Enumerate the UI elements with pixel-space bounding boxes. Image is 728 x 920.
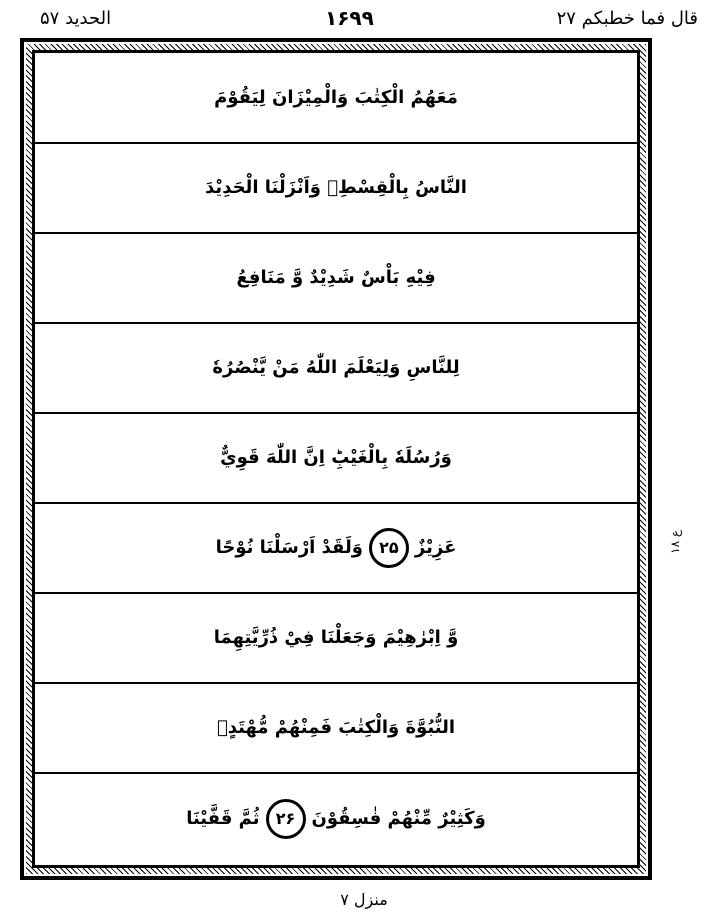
verse-text: وَّ اِبْرٰهِيْمَ وَجَعَلْنَا فِيْ ذُرِّيَّتِهِمَا (213, 626, 459, 648)
ayah-number-marker: ۲۵ (369, 528, 409, 568)
verse-text: النُّبُوَّةَ وَالْكِتٰبَ فَمِنْهُمْ مُّهْتَدٍۚ (216, 716, 456, 738)
juz-name-label: قال فما خطبکم ۲۷ (556, 8, 698, 29)
text-line (35, 413, 637, 504)
verse-text: فِيْهِ بَاْسٌ شَدِيْدٌ وَّ مَنَافِعُ (236, 266, 436, 288)
verse-text: وَكَثِيْرٌ مِّنْهُمْ فٰسِقُوْنَ (311, 807, 486, 829)
ayah-number-marker: ۲۶ (266, 799, 306, 839)
text-line (35, 503, 637, 594)
text-line (35, 773, 637, 864)
verse-text: عَزِيْزٌ (414, 536, 457, 558)
page-header (0, 0, 728, 36)
manzil-footer: منزل ۷ (340, 890, 388, 909)
verse-text: النَّاسُ بِالْقِسْطِۚ وَاَنْزَلْنَا الْحَدِيْدَ (205, 176, 467, 198)
text-line (35, 53, 637, 144)
text-line (35, 143, 637, 234)
text-line (35, 593, 637, 684)
verse-text: ثُمَّ قَفَّيْنَا (186, 807, 260, 829)
ruku-marginal-note: ع ۱۸ (668, 530, 682, 554)
text-line (35, 233, 637, 324)
text-line (35, 683, 637, 774)
verse-text: وَرُسُلَهٗ بِالْغَيْبِؕ اِنَّ اللّٰهَ قَوِيٌّ (220, 446, 452, 468)
page-number: ۱۶۹۹ (325, 6, 374, 30)
text-line (35, 323, 637, 414)
verse-text: وَلَقَدْ اَرْسَلْنَا نُوْحًا (215, 536, 363, 558)
verse-text: مَعَهُمُ الْكِتٰبَ وَالْمِيْزَانَ لِيَقُوْمَ (214, 86, 458, 108)
surah-name-label: الحدید ۵۷ (40, 8, 112, 29)
text-block (35, 53, 637, 865)
verse-text: لِلنَّاسِ وَلِيَعْلَمَ اللّٰهُ مَنْ يَّنْصُرُهٗ (212, 356, 460, 378)
